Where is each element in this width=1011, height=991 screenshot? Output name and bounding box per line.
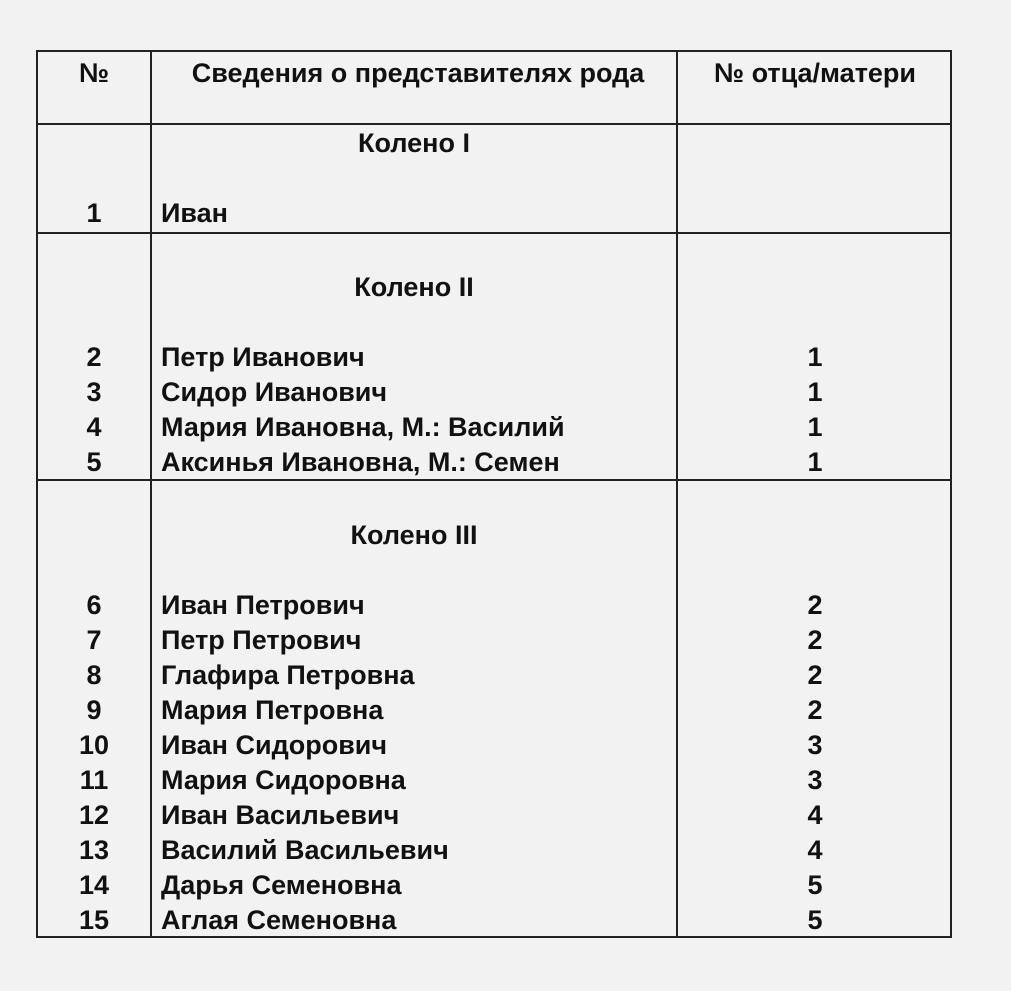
row-parent: 1 [807,447,823,477]
row-parent: 4 [807,800,823,830]
row-number: 6 [86,590,102,620]
header-divider [38,123,950,125]
column-divider [150,52,152,936]
row-parent: 5 [807,870,823,900]
generation-title: Колено III [350,520,478,550]
row-parent: 3 [807,730,823,760]
row-parent: 3 [807,765,823,795]
row-number: 4 [86,412,102,442]
row-parent: 2 [807,695,823,725]
row-number: 5 [86,447,102,477]
row-name: Иван Петрович [161,590,365,620]
row-name: Василий Васильевич [161,835,449,865]
row-parent: 1 [807,412,823,442]
row-name: Аксинья Ивановна, М.: Семен [161,447,560,477]
row-number: 14 [78,870,110,900]
row-name: Мария Ивановна, М.: Василий [161,412,565,442]
row-name: Аглая Семеновна [161,905,397,935]
generation-title: Колено I [358,128,470,158]
row-number: 11 [79,765,109,795]
row-number: 8 [86,660,102,690]
row-number: 1 [86,198,102,228]
row-name: Мария Петровна [161,695,384,725]
row-parent: 2 [807,660,823,690]
row-parent: 1 [807,342,823,372]
row-number: 13 [78,835,110,865]
header-info: Сведения о представителях рода [191,58,645,88]
row-parent: 2 [807,625,823,655]
row-name: Иван [161,198,228,228]
row-name: Иван Сидорович [161,730,388,760]
row-number: 12 [78,800,110,830]
row-parent: 5 [807,905,823,935]
row-parent: 4 [807,835,823,865]
section-divider [38,232,950,234]
row-name: Мария Сидоровна [161,765,406,795]
genealogy-table [36,50,952,938]
row-name: Иван Васильевич [161,800,400,830]
row-number: 9 [86,695,102,725]
row-number: 15 [78,905,110,935]
row-name: Глафира Петровна [161,660,415,690]
row-name: Петр Петрович [161,625,362,655]
header-parent: № отца/матери [713,58,917,88]
row-number: 2 [86,342,102,372]
row-number: 10 [78,730,110,760]
row-number: 7 [86,625,102,655]
row-name: Сидор Иванович [161,377,388,407]
row-parent: 2 [807,590,823,620]
header-number: № [78,58,110,88]
row-name: Петр Иванович [161,342,365,372]
row-number: 3 [86,377,102,407]
row-name: Дарья Семеновна [161,870,402,900]
row-parent: 1 [807,377,823,407]
generation-title: Колено II [354,272,474,302]
